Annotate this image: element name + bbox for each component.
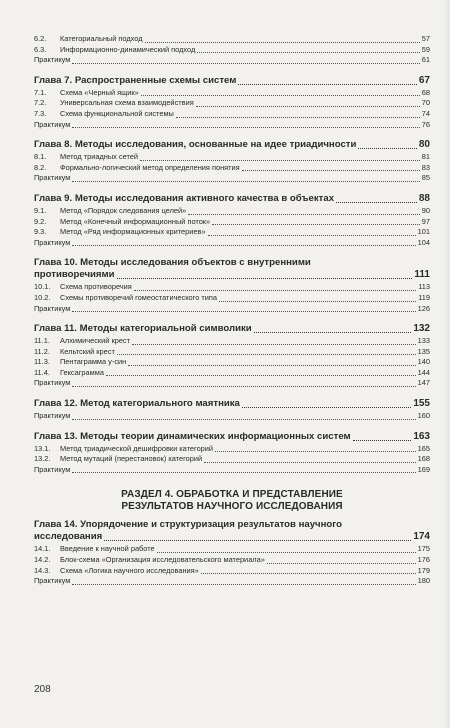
- entry-title: Гексаграмма: [60, 367, 104, 377]
- section-heading-line2: РЕЗУЛЬТАТОВ НАУЧНОГО ИССЛЕДОВАНИЯ: [121, 501, 343, 513]
- entry-title: Схема «Логика научного исследования»: [60, 565, 199, 575]
- entry-title: Категориальный подход: [60, 34, 143, 43]
- entry-number: 11.3.: [34, 357, 50, 367]
- entry-number: 10.1.: [34, 282, 51, 292]
- entry-number: 11.2.: [34, 346, 50, 356]
- leader-dots: [238, 84, 417, 85]
- entry-page: 165: [417, 443, 430, 453]
- leader-dots: [72, 181, 419, 182]
- entry-title: Метод триадных сетей: [60, 152, 139, 162]
- section-heading-line1: РАЗДЕЛ 4. ОБРАБОТКА И ПРЕДСТАВЛЕНИЕ: [121, 489, 343, 501]
- entry-page: 90: [421, 205, 430, 215]
- entry-title: Универсальная схема взаимодействия: [60, 98, 194, 108]
- entry-page: 76: [421, 119, 430, 129]
- entry-title: Блок-схема «Организация исследовательского материала»: [60, 555, 265, 565]
- chapter-heading[interactable]: [34, 323, 430, 335]
- toc-entry[interactable]: [34, 378, 430, 389]
- chapter-heading[interactable]: [34, 519, 430, 543]
- leader-dots: [219, 301, 416, 302]
- toc-entry[interactable]: [34, 282, 430, 293]
- entry-page: 68: [421, 87, 430, 97]
- entry-page: 147: [417, 378, 430, 388]
- entry-number: 14.1.: [34, 544, 51, 554]
- entry-number: 14.3.: [34, 565, 51, 575]
- chapter-page: 88: [418, 192, 430, 204]
- entry-title: Метод триадической дешифровки категорий: [60, 443, 214, 453]
- leader-dots: [188, 214, 420, 215]
- entry-page: 104: [417, 237, 430, 247]
- toc-entry[interactable]: [34, 336, 430, 347]
- entry-title: Практикум: [34, 303, 71, 313]
- toc-entry[interactable]: [34, 173, 430, 184]
- toc-entry[interactable]: [34, 357, 430, 368]
- entry-page: 169: [417, 464, 430, 474]
- entry-number: 9.2.: [34, 216, 47, 226]
- entry-number: 9.3.: [34, 227, 47, 237]
- entry-title: Метод «Конечный информационный поток»: [60, 216, 211, 226]
- chapter-page: 111: [414, 269, 430, 281]
- entry-title: Практикум: [34, 464, 71, 474]
- entry-title: Метод «Порядок следования целей»: [60, 205, 187, 215]
- toc-block-top: [34, 34, 430, 66]
- toc-entry[interactable]: [34, 45, 430, 56]
- entry-title: Информационно-динамический подход: [60, 44, 196, 54]
- toc-entry[interactable]: [34, 411, 430, 422]
- leader-dots: [104, 540, 411, 541]
- toc-entry[interactable]: [34, 227, 430, 238]
- leader-dots: [72, 419, 415, 420]
- entry-number: 8.2.: [34, 162, 47, 172]
- leader-dots: [267, 563, 416, 564]
- entry-number: 14.2.: [34, 555, 51, 565]
- entry-number: 6.3.: [34, 44, 47, 54]
- leader-dots: [215, 451, 416, 452]
- entry-page: 133: [417, 336, 430, 346]
- chapter-title-line1: Глава 14. Упорядочение и структуризация результатов научного: [34, 519, 343, 531]
- toc-entry[interactable]: [34, 98, 430, 109]
- entry-title: Схема противоречия: [60, 282, 132, 292]
- entry-number: 7.1.: [34, 87, 47, 97]
- toc-entry[interactable]: [34, 120, 430, 131]
- chapter-page: 155: [413, 398, 430, 410]
- chapter-heading[interactable]: [34, 139, 430, 151]
- leader-dots: [141, 95, 420, 96]
- chapter-title-line2: противоречиями: [34, 269, 115, 281]
- entry-page: 168: [417, 454, 430, 464]
- toc-entry[interactable]: [34, 293, 430, 304]
- entry-page: 175: [417, 544, 430, 554]
- entry-page: 119: [418, 292, 430, 302]
- entry-page: 85: [421, 173, 430, 183]
- leader-dots: [140, 160, 420, 161]
- entry-title: Практикум: [34, 55, 71, 65]
- leader-dots: [353, 440, 412, 441]
- toc-entry[interactable]: [34, 238, 430, 249]
- leader-dots: [157, 552, 416, 553]
- entry-page: 126: [417, 303, 430, 313]
- leader-dots: [72, 472, 415, 473]
- leader-dots: [72, 386, 415, 387]
- entry-number: 11.1.: [34, 336, 50, 346]
- toc-entry[interactable]: [34, 576, 430, 587]
- entry-page: 57: [421, 34, 430, 43]
- leader-dots: [196, 106, 420, 107]
- entry-title: Практикум: [34, 378, 71, 388]
- chapter-heading[interactable]: [34, 257, 430, 281]
- chapter-page: 174: [413, 531, 430, 543]
- leader-dots: [212, 224, 420, 225]
- chapter-title: Глава 11. Методы категориальной символики: [34, 323, 252, 335]
- entry-title: Алхимический крест: [60, 336, 131, 346]
- entry-title: Кельтский крест: [60, 346, 115, 356]
- entry-title: Практикум: [34, 119, 71, 129]
- entry-title: Схема «Черный ящик»: [60, 87, 139, 97]
- entry-page: 101: [417, 227, 430, 237]
- entry-page: 176: [417, 555, 430, 565]
- leader-dots: [254, 332, 412, 333]
- leader-dots: [72, 63, 419, 64]
- toc-entry[interactable]: [34, 454, 430, 465]
- entry-title: Формально-логический метод определения понятия: [60, 162, 240, 172]
- entry-page: 113: [418, 282, 430, 292]
- entry-title: Пентаграмма у-син: [60, 357, 127, 367]
- chapter-title: Глава 7. Распространенные схемы систем: [34, 74, 237, 86]
- toc-entry[interactable]: [34, 163, 430, 174]
- chapter-title-line2: исследования: [34, 531, 103, 543]
- entry-title: Метод мутаций (перестановок) категорий: [60, 454, 203, 464]
- toc-entry[interactable]: [34, 206, 430, 217]
- leader-dots: [117, 278, 413, 279]
- leader-dots: [242, 407, 411, 408]
- entry-title: Метод «Ряд информационных критериев»: [60, 227, 206, 237]
- entry-page: 140: [417, 357, 430, 367]
- toc-entry[interactable]: [34, 465, 430, 476]
- chapter-title: Глава 8. Методы исследования, основанные на идее триадичности: [34, 139, 357, 151]
- entry-page: 180: [417, 576, 430, 586]
- leader-dots: [72, 245, 415, 246]
- entry-page: 59: [421, 44, 430, 54]
- entry-page: 81: [421, 152, 430, 162]
- leader-dots: [201, 573, 416, 574]
- chapter-title: Глава 12. Метод категориального маятника: [34, 398, 240, 410]
- entry-page: 179: [417, 565, 430, 575]
- entry-page: 83: [421, 162, 430, 172]
- entry-title: Схема функциональной системы: [60, 108, 174, 118]
- toc-entry[interactable]: [34, 34, 430, 45]
- toc-entry[interactable]: [34, 444, 430, 455]
- toc-entry[interactable]: [34, 304, 430, 315]
- toc-entry[interactable]: [34, 544, 430, 555]
- leader-dots: [204, 462, 416, 463]
- entry-number: 11.4.: [34, 367, 50, 377]
- toc-entry[interactable]: [34, 88, 430, 99]
- chapter-heading[interactable]: [34, 75, 430, 87]
- entry-number: 9.1.: [34, 205, 47, 215]
- toc-entry[interactable]: [34, 555, 430, 566]
- leader-dots: [132, 344, 416, 345]
- page-edge-shadow: [442, 0, 450, 728]
- entry-number: 10.2.: [34, 292, 51, 302]
- chapter-title-line1: Глава 10. Методы исследования объектов с внутренними: [34, 257, 311, 269]
- leader-dots: [358, 148, 416, 149]
- leader-dots: [197, 52, 419, 53]
- entry-title: Практикум: [34, 411, 71, 421]
- leader-dots: [72, 584, 415, 585]
- chapter-page: 80: [418, 139, 430, 151]
- entry-title: Практикум: [34, 173, 71, 183]
- entry-number: 8.1.: [34, 152, 47, 162]
- entry-title: Введение к научной работе: [60, 544, 155, 554]
- entry-page: 61: [421, 55, 430, 65]
- entry-title: Практикум: [34, 576, 71, 586]
- entry-page: 97: [421, 216, 430, 226]
- chapter-page: 67: [418, 74, 430, 86]
- chapter-page: 132: [413, 323, 430, 335]
- chapter-heading[interactable]: [34, 431, 430, 443]
- toc-entry[interactable]: [34, 109, 430, 120]
- entry-number: 13.2.: [34, 454, 51, 464]
- leader-dots: [106, 375, 416, 376]
- entry-number: 6.2.: [34, 34, 47, 43]
- entry-page: 135: [417, 346, 430, 356]
- leader-dots: [72, 127, 419, 128]
- toc-entry[interactable]: [34, 566, 430, 577]
- toc-entry[interactable]: [34, 368, 430, 379]
- leader-dots: [208, 235, 416, 236]
- chapter-title: Глава 13. Методы теории динамических информационных систем: [34, 430, 351, 442]
- section-heading: [34, 489, 430, 513]
- toc-page: [34, 34, 430, 587]
- entry-page: 70: [421, 98, 430, 108]
- entry-number: 7.3.: [34, 108, 47, 118]
- entry-title: Схемы противоречий гомеостатического типа: [60, 292, 217, 302]
- page-number: 208: [34, 684, 51, 695]
- chapter-page: 163: [413, 430, 430, 442]
- entry-page: 74: [421, 108, 430, 118]
- chapter-heading[interactable]: [34, 193, 430, 205]
- entry-page: 160: [417, 411, 430, 421]
- toc-entry[interactable]: [34, 55, 430, 66]
- leader-dots: [336, 202, 417, 203]
- toc-entry[interactable]: [34, 152, 430, 163]
- chapter-heading[interactable]: [34, 398, 430, 410]
- leader-dots: [117, 354, 416, 355]
- entry-page: 144: [417, 367, 430, 377]
- leader-dots: [176, 117, 420, 118]
- entry-number: 13.1.: [34, 443, 51, 453]
- entry-title: Практикум: [34, 237, 71, 247]
- entry-number: 7.2.: [34, 98, 47, 108]
- toc-entry[interactable]: [34, 217, 430, 228]
- chapter-title: Глава 9. Методы исследования активного качества в объектах: [34, 192, 335, 204]
- leader-dots: [242, 170, 420, 171]
- leader-dots: [72, 311, 415, 312]
- leader-dots: [134, 290, 416, 291]
- toc-entry[interactable]: [34, 347, 430, 358]
- leader-dots: [128, 365, 415, 366]
- leader-dots: [145, 42, 420, 43]
